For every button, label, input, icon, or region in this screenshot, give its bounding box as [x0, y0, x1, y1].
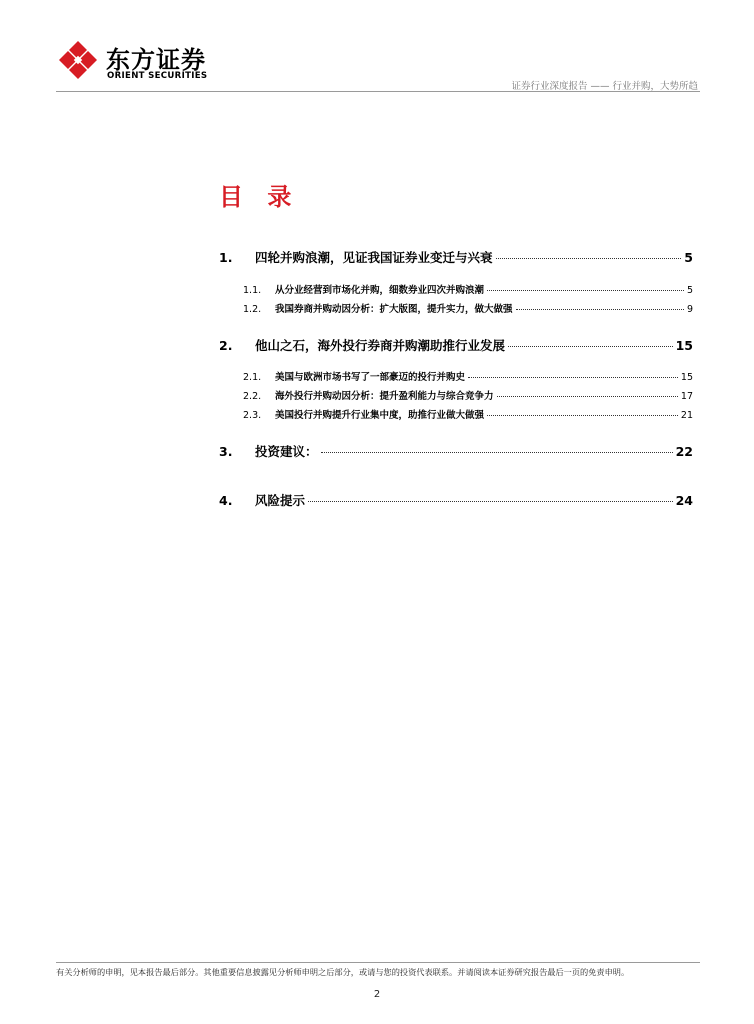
- toc-entry-page: 5: [684, 250, 693, 265]
- toc-entry-text: 美国投行并购提升行业集中度，助推行业做大做强: [275, 410, 485, 421]
- toc-entry-1-1[interactable]: [219, 282, 693, 296]
- toc-entry-4[interactable]: [219, 491, 693, 509]
- toc-entry-number: 2.2.: [243, 391, 262, 402]
- toc-leader-dots: [487, 415, 678, 416]
- toc-entry-number: 3.: [219, 444, 233, 459]
- toc-title: 目 录: [219, 183, 300, 211]
- toc-entry-text: 他山之石，海外投行券商并购潮助推行业发展: [255, 338, 506, 353]
- toc-entry-2-3[interactable]: [219, 407, 693, 421]
- toc-leader-dots: [468, 377, 678, 378]
- toc-entry-text: 海外投行并购动因分析：提升盈利能力与综合竞争力: [275, 391, 494, 402]
- toc-leader-dots: [308, 501, 673, 502]
- toc-entry-page: 15: [675, 338, 693, 353]
- toc-entry-2-2[interactable]: [219, 388, 693, 402]
- toc-entry-1-2[interactable]: [219, 301, 693, 315]
- toc-entry-text: 我国券商并购动因分析：扩大版图，提升实力，做大做强: [275, 304, 513, 315]
- orient-securities-logo: [56, 38, 216, 88]
- toc-entry-text: 从分业经营到市场化并购，细数券业四次并购浪潮: [275, 285, 485, 296]
- toc-leader-dots: [516, 309, 684, 310]
- toc-entry-number: 2.1.: [243, 372, 262, 383]
- toc-entry-text: 风险提示: [255, 493, 306, 508]
- toc-leader-dots: [497, 396, 678, 397]
- toc-entry-page: 5: [686, 285, 693, 296]
- toc-leader-dots: [496, 258, 682, 259]
- toc-entry-number: 1.1.: [243, 285, 262, 296]
- footer-disclaimer: 有关分析师的申明，见本报告最后部分。其他重要信息披露见分析师申明之后部分，或请与您的投资代表联系。并请阅读本证券研究报告最后一页的免责申明。: [56, 967, 630, 977]
- toc-entry-page: 21: [680, 410, 693, 421]
- toc-entry-number: 2.3.: [243, 410, 262, 421]
- toc-entry-text: 四轮并购浪潮，见证我国证券业变迁与兴衰: [255, 250, 493, 265]
- toc-entry-page: 24: [675, 493, 693, 508]
- toc-entry-page: 17: [680, 391, 693, 402]
- toc-entry-page: 15: [680, 372, 693, 383]
- toc-entry-2[interactable]: [219, 336, 693, 354]
- toc-entry-number: 4.: [219, 493, 233, 508]
- toc-entry-number: 1.: [219, 250, 233, 265]
- toc-leader-dots: [487, 290, 684, 291]
- orient-logo-icon: [56, 38, 100, 82]
- toc-entry-number: 2.: [219, 338, 233, 353]
- footer-divider: [56, 962, 700, 963]
- page-number: 2: [373, 989, 381, 1000]
- toc-entry-3[interactable]: [219, 442, 693, 460]
- toc-entry-number: 1.2.: [243, 304, 262, 315]
- toc-entry-text: 美国与欧洲市场书写了一部豪迈的投行并购史: [275, 372, 466, 383]
- toc-entry-2-1[interactable]: [219, 369, 693, 383]
- brand-name-en: ORIENT SECURITIES: [107, 71, 208, 81]
- toc-entry-1[interactable]: [219, 248, 693, 266]
- toc-entry-page: 22: [675, 444, 693, 459]
- brand-name-cn: 东方证券: [106, 46, 206, 74]
- toc-entry-page: 9: [686, 304, 693, 315]
- toc-leader-dots: [508, 346, 673, 347]
- toc-leader-dots: [321, 452, 673, 453]
- toc-entry-text: 投资建议：: [255, 444, 318, 459]
- header-divider: [56, 91, 700, 92]
- report-header-text: 证券行业深度报告 —— 行业并购，大势所趋: [511, 81, 698, 92]
